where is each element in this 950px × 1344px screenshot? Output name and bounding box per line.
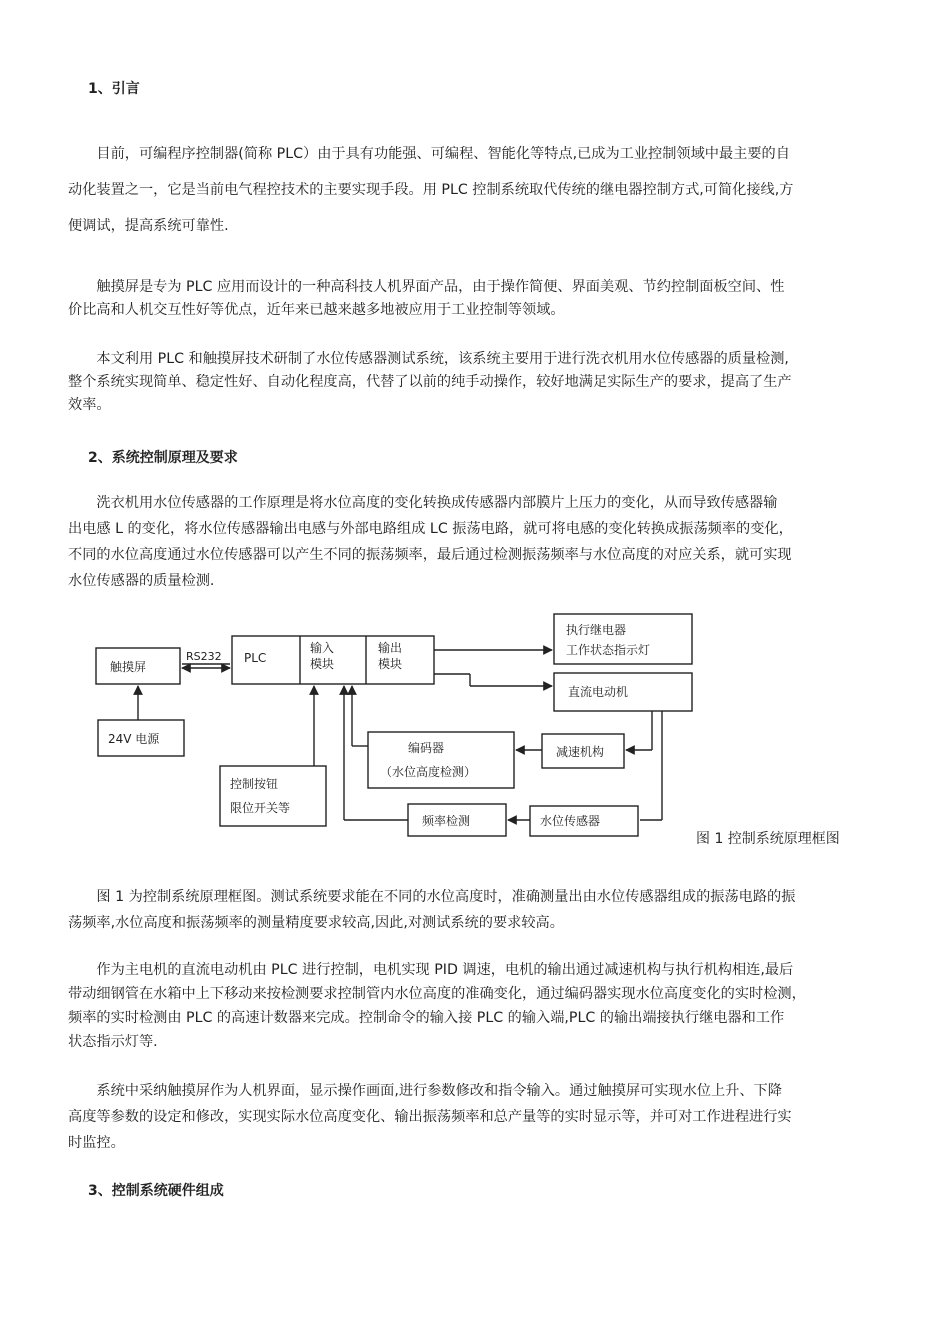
reducer-label: 减速机构	[556, 745, 605, 759]
text-line: 图 1 为控制系统原理框图。测试系统要求能在不同的水位高度时，准确测量出由水位传感器组成的振荡电路的振	[68, 889, 796, 905]
paragraph-hmi	[68, 1078, 888, 1156]
figure-caption: 图 1 控制系统原理框图	[696, 831, 840, 847]
text-line: 不同的水位高度通过水位传感器可以产生不同的振荡频率，最后通过检测振荡频率与水位高度的对应关系，就可实现	[68, 547, 792, 563]
section-heading-hardware: 3、控制系统硬件组成	[88, 1183, 224, 1199]
control-buttons-block	[220, 766, 326, 826]
text-line: 状态指示灯等.	[68, 1034, 158, 1050]
text-line: 高度等参数的设定和修改，实现实际水位高度变化、输出振荡频率和总产量等的实时显示等，并可对工作进程进行实	[68, 1109, 792, 1125]
relay-label-2: 工作状态指示灯	[566, 643, 651, 657]
text-line: 洗衣机用水位传感器的工作原理是将水位高度的变化转换成传感器内部膜片上压力的变化，从而导致传感器输	[68, 495, 778, 511]
section-heading-introduction: 1、引言	[88, 81, 140, 97]
text-line: 目前，可编程序控制器(简称 PLC）由于具有功能强、可编程、智能化等特点,已成为工业控制领域中最主要的自	[68, 146, 790, 162]
buttons-label-2: 限位开关等	[230, 801, 291, 815]
touchscreen-label: 触摸屏	[110, 660, 147, 674]
encoder-label-1: 编码器	[408, 741, 445, 755]
text-line: 作为主电机的直流电动机由 PLC 进行控制，电机实现 PID 调速，电机的输出通过减速机构与执行机构相连,最后	[68, 962, 794, 978]
paragraph-touchscreen	[68, 276, 888, 322]
section-heading-principle: 2、系统控制原理及要求	[88, 450, 238, 466]
text-line: 系统中采纳触摸屏作为人机界面，显示操作画面,进行参数修改和指令输入。通过触摸屏可实现水位上升、下降	[68, 1083, 782, 1099]
plc-label: PLC	[244, 651, 267, 665]
paragraph-system-summary	[68, 348, 888, 417]
input-module-label-1: 输入	[310, 641, 335, 655]
text-line: 动化装置之一，它是当前电气程控技术的主要实现手段。用 PLC 控制系统取代传统的继电器控制方式,可简化接线,方	[68, 182, 794, 198]
paragraph-figure-description	[68, 884, 888, 936]
text-line: 整个系统实现简单、稳定性好、自动化程度高，代替了以前的纯手动操作，较好地满足实际生产的要求，提高了生产	[68, 374, 792, 390]
control-block-diagram	[90, 606, 710, 846]
rs232-label: RS232	[186, 650, 222, 663]
text-line: 便调试，提高系统可靠性.	[68, 218, 229, 234]
power-label: 24V 电源	[108, 732, 160, 746]
text-line: 时监控。	[68, 1135, 125, 1151]
text-line: 效率。	[68, 397, 111, 413]
text-line: 价比高和人机交互性好等优点，近年来已越来越多地被应用于工业控制等领域。	[68, 302, 565, 318]
text-line: 触摸屏是专为 PLC 应用而设计的一种高科技人机界面产品，由于操作简便、界面美观、节约控制面板空间、性	[68, 279, 785, 295]
text-line: 出电感 L 的变化，将水位传感器输出电感与外部电路组成 LC 振荡电路，就可将电感的变化转换成振荡频率的变化，	[68, 521, 793, 537]
output-module-label-2: 模块	[378, 657, 403, 671]
motor-label: 直流电动机	[568, 685, 629, 699]
paragraph-motor-control	[68, 958, 888, 1054]
paragraph-plc-intro	[68, 136, 888, 244]
text-line: 带动细钢管在水箱中上下移动来按检测要求控制管内水位高度的准确变化，通过编码器实现水位高度变化的实时检测，	[68, 986, 806, 1002]
text-line: 频率的实时检测由 PLC 的高速计数器来完成。控制命令的输入接 PLC 的输入端,PLC 的输出端接执行继电器和工作	[68, 1010, 785, 1026]
input-module-label-2: 模块	[310, 657, 335, 671]
encoder-label-2: （水位高度检测）	[380, 765, 477, 779]
output-module-label-1: 输出	[378, 641, 403, 655]
buttons-label-1: 控制按钮	[230, 777, 279, 791]
frequency-label: 频率检测	[422, 814, 471, 828]
paragraph-sensor-principle	[68, 490, 888, 594]
text-line: 荡频率,水位高度和振荡频率的测量精度要求较高,因此,对测试系统的要求较高。	[68, 915, 564, 931]
text-line: 本文利用 PLC 和触摸屏技术研制了水位传感器测试系统，该系统主要用于进行洗衣机用水位传感器的质量检测,	[68, 351, 789, 367]
relay-label-1: 执行继电器	[566, 623, 627, 637]
sensor-label: 水位传感器	[540, 814, 601, 828]
text-line: 水位传感器的质量检测.	[68, 573, 215, 589]
